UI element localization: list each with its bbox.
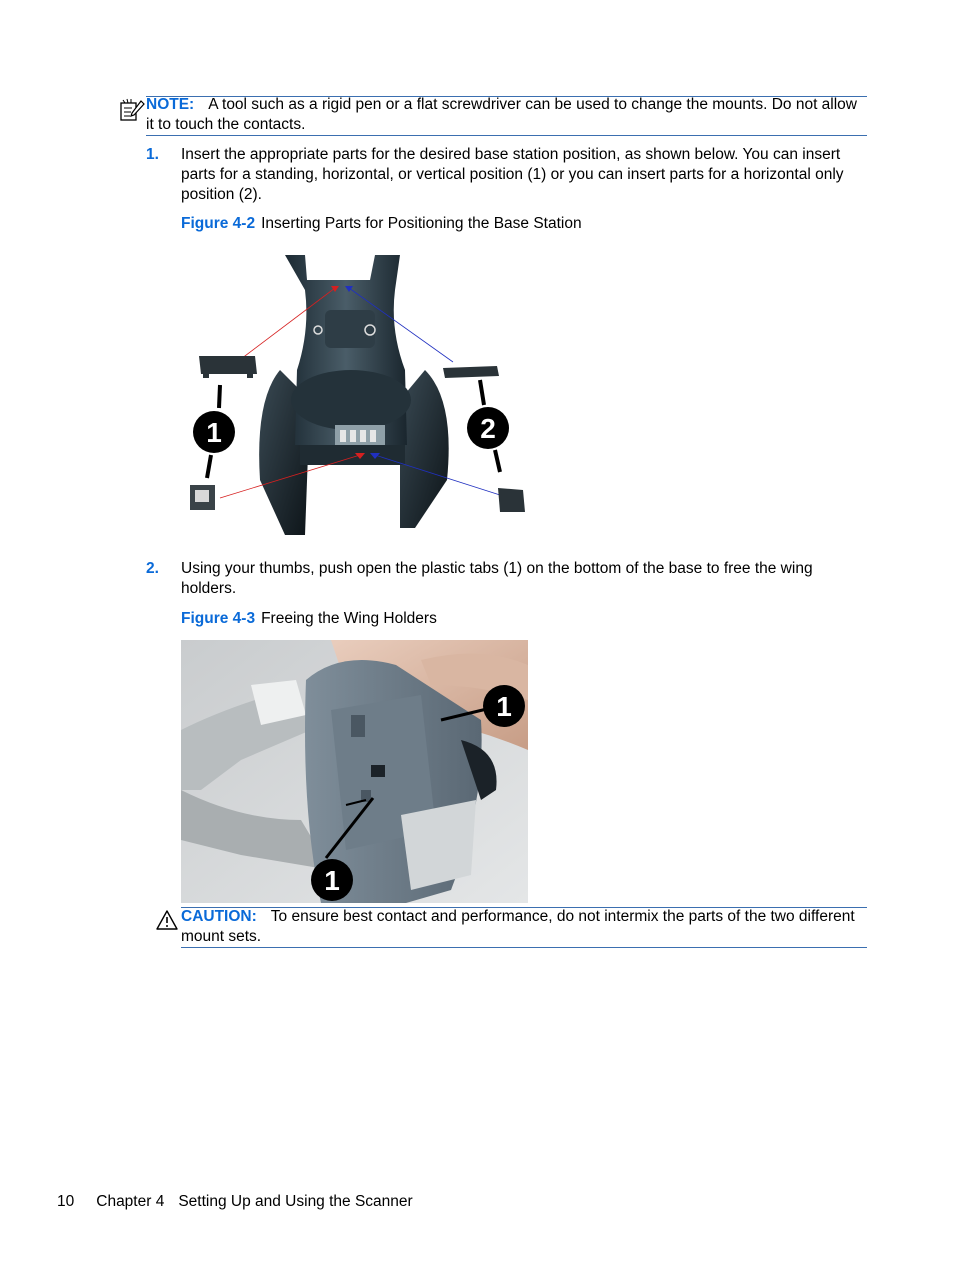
figure-4-2-callout-1 — [193, 411, 235, 453]
figure-4-3-callout-1a — [483, 685, 525, 727]
callout-1-text: 1 — [206, 417, 222, 448]
footer-chapter: Chapter 4 — [96, 1193, 165, 1210]
caution-body: To ensure best contact and performance, do not intermix the parts of the two different mount sets. — [181, 908, 855, 945]
callout-2-text: 2 — [480, 413, 496, 444]
figure-4-3-callout-1b — [311, 859, 353, 901]
note-label: NOTE: — [146, 96, 195, 113]
note-bottom-rule — [146, 135, 867, 136]
step-1-number: 1. — [146, 146, 159, 163]
page-number: 10 — [57, 1193, 75, 1210]
step-2-text: Using your thumbs, push open the plastic tabs (1) on the bottom of the base to free the wing holders. — [181, 560, 813, 597]
figure-4-3-number: Figure 4-3 — [181, 610, 256, 627]
note-pencil-icon — [119, 98, 145, 122]
figure-4-2-number: Figure 4-2 — [181, 215, 256, 232]
caution-text — [181, 907, 869, 947]
figure-4-2-caption — [181, 214, 582, 234]
step-2-number: 2. — [146, 560, 159, 577]
callout-1a-text: 1 — [496, 691, 512, 722]
warning-triangle-icon — [155, 909, 179, 931]
callout-1b-text: 1 — [324, 865, 340, 896]
caution-label: CAUTION: — [181, 908, 257, 925]
figure-4-2-image — [185, 250, 530, 540]
figure-4-2-title: Inserting Parts for Positioning the Base Station — [261, 215, 582, 232]
note-text — [146, 95, 868, 135]
figure-4-2-callout-2 — [467, 407, 509, 449]
figure-4-3-image — [181, 640, 528, 903]
caution-bottom-rule — [181, 947, 867, 948]
figure-4-3-caption — [181, 609, 437, 629]
step-1-text: Insert the appropriate parts for the desired base station position, as shown below. You can insert parts for a standing, horizontal, or vertical position (1) or you can insert parts for a horizontal only position (2). — [181, 146, 844, 203]
figure-4-3-title: Freeing the Wing Holders — [261, 610, 437, 627]
page-footer — [57, 1192, 413, 1212]
note-body: A tool such as a rigid pen or a flat screwdriver can be used to change the mounts. Do not allow it to touch the contacts. — [146, 96, 858, 133]
footer-title: Setting Up and Using the Scanner — [178, 1193, 413, 1210]
